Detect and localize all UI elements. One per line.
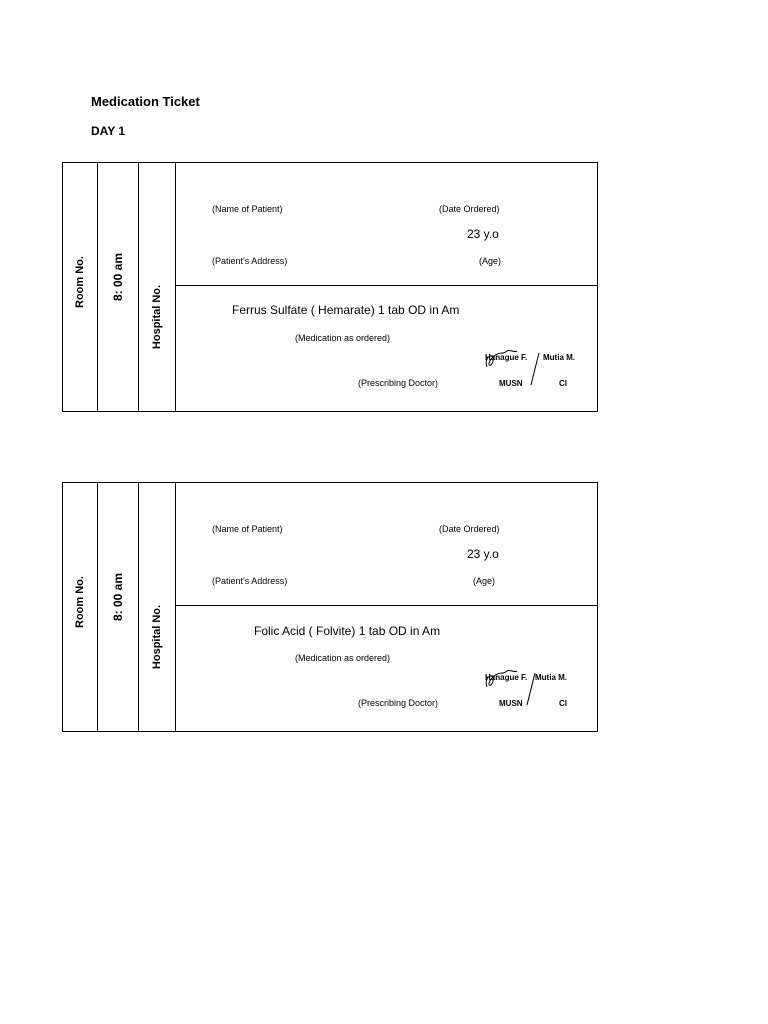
ticket-divider xyxy=(176,285,597,286)
patient-name-label: (Name of Patient) xyxy=(212,204,283,214)
age-label: (Age) xyxy=(479,256,502,266)
day-label: DAY 1 xyxy=(91,124,126,138)
ci-name: Mutia M. xyxy=(535,673,567,682)
room-column xyxy=(63,163,98,411)
student-name: Hanague F. xyxy=(485,353,528,362)
hospital-column xyxy=(139,163,176,411)
hospital-label: Hospital No. xyxy=(151,284,163,350)
ticket-divider xyxy=(176,605,597,606)
medication-ticket-1 xyxy=(62,162,598,412)
room-label: Room No. xyxy=(74,576,86,628)
slash-divider-icon xyxy=(529,351,541,387)
age-value: 23 y.o xyxy=(467,227,499,241)
age-value: 23 y.o xyxy=(467,547,499,561)
patient-address-label: (Patient's Address) xyxy=(212,256,288,266)
prescribing-doctor-label: (Prescribing Doctor) xyxy=(358,378,439,388)
prescribing-doctor-label: (Prescribing Doctor) xyxy=(358,698,439,708)
time-label: 8: 00 am xyxy=(111,572,125,622)
hospital-label: Hospital No. xyxy=(151,604,163,670)
medication-ordered: Folic Acid ( Folvite) 1 tab OD in Am xyxy=(254,624,441,638)
page-title: Medication Ticket xyxy=(91,94,200,109)
time-column xyxy=(98,163,139,411)
student-role: MUSN xyxy=(499,699,523,708)
time-column xyxy=(98,483,139,731)
patient-address-label: (Patient's Address) xyxy=(212,576,288,586)
medication-label: (Medication as ordered) xyxy=(295,653,391,663)
medication-label: (Medication as ordered) xyxy=(295,333,391,343)
patient-name-label: (Name of Patient) xyxy=(212,524,283,534)
date-ordered-label: (Date Ordered) xyxy=(439,204,500,214)
medication-ticket-2 xyxy=(62,482,598,732)
ci-role: CI xyxy=(559,379,567,388)
ci-role: CI xyxy=(559,699,567,708)
age-label: (Age) xyxy=(473,576,496,586)
room-label: Room No. xyxy=(74,256,86,308)
time-label: 8: 00 am xyxy=(111,252,125,302)
date-ordered-label: (Date Ordered) xyxy=(439,524,500,534)
hospital-column xyxy=(139,483,176,731)
ci-name: Mutia M. xyxy=(543,353,575,362)
medication-ordered: Ferrus Sulfate ( Hemarate) 1 tab OD in Am xyxy=(232,303,460,317)
student-role: MUSN xyxy=(499,379,523,388)
room-column xyxy=(63,483,98,731)
student-name: Hanague F. xyxy=(485,673,528,682)
